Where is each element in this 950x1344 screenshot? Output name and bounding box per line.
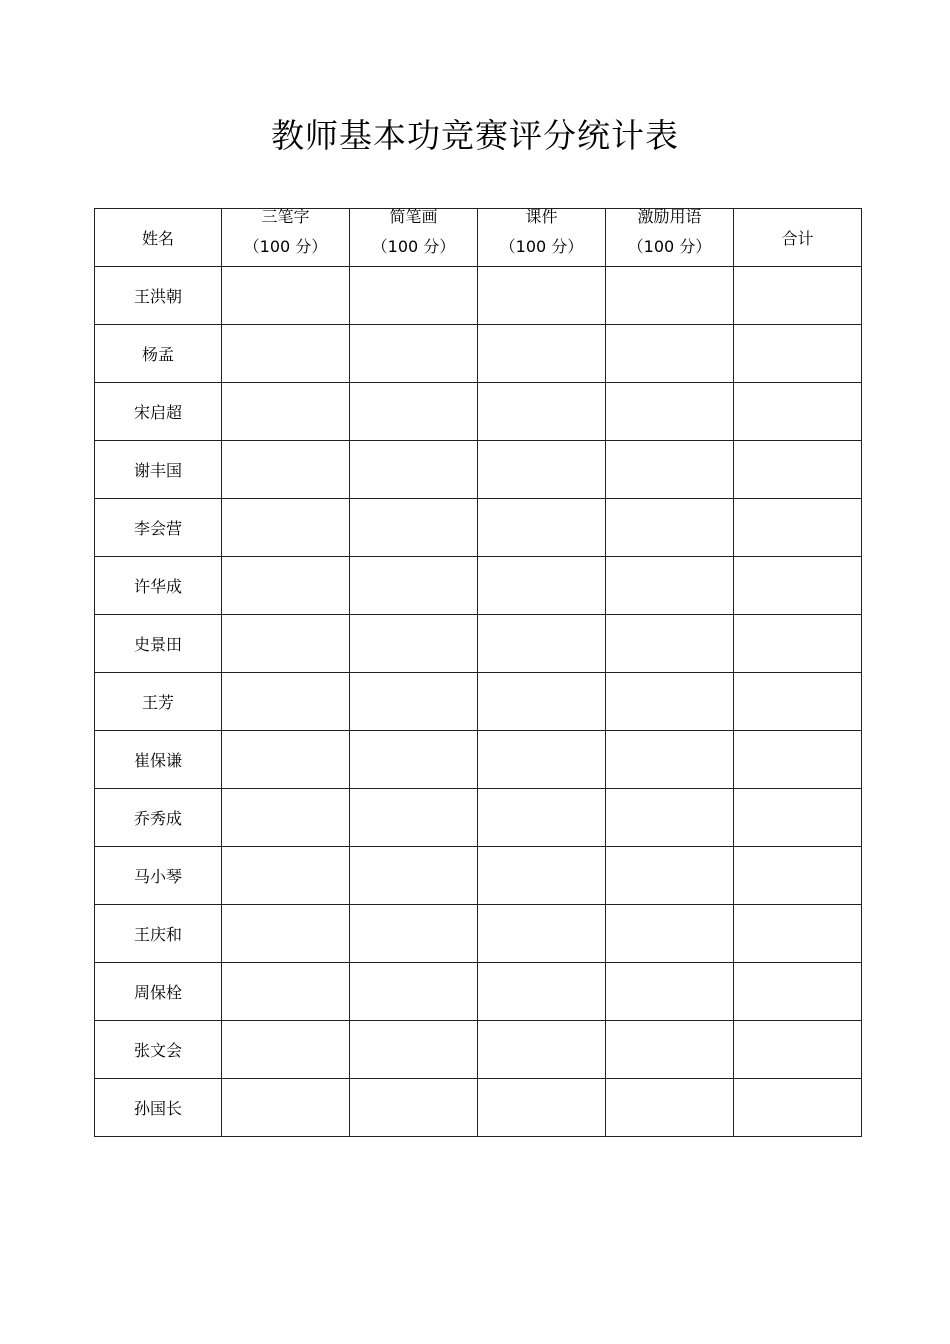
teacher-name-cell: 乔秀成 xyxy=(95,789,222,847)
sketch-score-cell[interactable] xyxy=(350,615,478,673)
table-row xyxy=(95,905,862,963)
courseware-score-cell[interactable] xyxy=(478,499,606,557)
sketch-score-cell[interactable] xyxy=(350,441,478,499)
score-table-body xyxy=(95,267,862,1137)
sketch-score-cell[interactable] xyxy=(350,383,478,441)
table-row xyxy=(95,789,862,847)
table-row xyxy=(95,557,862,615)
courseware-score-cell[interactable] xyxy=(478,1021,606,1079)
calligraphy-score-cell[interactable] xyxy=(222,789,350,847)
table-row xyxy=(95,499,862,557)
calligraphy-score-cell[interactable] xyxy=(222,1079,350,1137)
calligraphy-score-cell[interactable] xyxy=(222,673,350,731)
sketch-score-cell[interactable] xyxy=(350,789,478,847)
teacher-name-cell: 谢丰国 xyxy=(95,441,222,499)
encouragement-score-cell[interactable] xyxy=(606,325,734,383)
calligraphy-score-cell[interactable] xyxy=(222,557,350,615)
calligraphy-score-cell[interactable] xyxy=(222,383,350,441)
header-encouragement-label: 激励用语 xyxy=(637,206,702,226)
table-row xyxy=(95,1021,862,1079)
table-row xyxy=(95,383,862,441)
table-row xyxy=(95,325,862,383)
header-sketch-score: （100 分） xyxy=(371,236,456,256)
sketch-score-cell[interactable] xyxy=(350,731,478,789)
encouragement-score-cell[interactable] xyxy=(606,441,734,499)
encouragement-score-cell[interactable] xyxy=(606,731,734,789)
encouragement-score-cell[interactable] xyxy=(606,1079,734,1137)
total-score-cell[interactable] xyxy=(734,1079,862,1137)
header-calligraphy-score: （100 分） xyxy=(243,236,328,256)
table-row xyxy=(95,847,862,905)
total-score-cell[interactable] xyxy=(734,499,862,557)
teacher-name-cell: 崔保谦 xyxy=(95,731,222,789)
calligraphy-score-cell[interactable] xyxy=(222,499,350,557)
total-score-cell[interactable] xyxy=(734,557,862,615)
total-score-cell[interactable] xyxy=(734,267,862,325)
calligraphy-score-cell[interactable] xyxy=(222,1021,350,1079)
table-row xyxy=(95,673,862,731)
header-courseware-score: （100 分） xyxy=(499,236,584,256)
table-header-row xyxy=(95,209,862,267)
header-total: 合计 xyxy=(734,209,862,267)
teacher-name-cell: 孙国长 xyxy=(95,1079,222,1137)
header-courseware xyxy=(478,206,606,267)
courseware-score-cell[interactable] xyxy=(478,441,606,499)
sketch-score-cell[interactable] xyxy=(350,905,478,963)
total-score-cell[interactable] xyxy=(734,383,862,441)
page-title: 教师基本功竞赛评分统计表 xyxy=(271,116,679,155)
encouragement-score-cell[interactable] xyxy=(606,789,734,847)
table-row xyxy=(95,1079,862,1137)
encouragement-score-cell[interactable] xyxy=(606,1021,734,1079)
total-score-cell[interactable] xyxy=(734,789,862,847)
courseware-score-cell[interactable] xyxy=(478,673,606,731)
teacher-name-cell: 史景田 xyxy=(95,615,222,673)
courseware-score-cell[interactable] xyxy=(478,383,606,441)
sketch-score-cell[interactable] xyxy=(350,325,478,383)
teacher-name-cell: 王庆和 xyxy=(95,905,222,963)
encouragement-score-cell[interactable] xyxy=(606,557,734,615)
sketch-score-cell[interactable] xyxy=(350,673,478,731)
encouragement-score-cell[interactable] xyxy=(606,847,734,905)
teacher-name-cell: 杨孟 xyxy=(95,325,222,383)
header-encouragement xyxy=(606,206,734,267)
courseware-score-cell[interactable] xyxy=(478,789,606,847)
total-score-cell[interactable] xyxy=(734,673,862,731)
header-name: 姓名 xyxy=(95,209,222,267)
sketch-score-cell[interactable] xyxy=(350,963,478,1021)
calligraphy-score-cell[interactable] xyxy=(222,441,350,499)
total-score-cell[interactable] xyxy=(734,731,862,789)
total-score-cell[interactable] xyxy=(734,847,862,905)
header-calligraphy-label: 三笔字 xyxy=(261,206,310,226)
courseware-score-cell[interactable] xyxy=(478,963,606,1021)
courseware-score-cell[interactable] xyxy=(478,847,606,905)
encouragement-score-cell[interactable] xyxy=(606,905,734,963)
header-calligraphy xyxy=(222,206,350,267)
courseware-score-cell[interactable] xyxy=(478,325,606,383)
total-score-cell[interactable] xyxy=(734,905,862,963)
teacher-name-cell: 许华成 xyxy=(95,557,222,615)
calligraphy-score-cell[interactable] xyxy=(222,731,350,789)
calligraphy-score-cell[interactable] xyxy=(222,325,350,383)
total-score-cell[interactable] xyxy=(734,325,862,383)
sketch-score-cell[interactable] xyxy=(350,1021,478,1079)
header-encouragement-score: （100 分） xyxy=(627,236,712,256)
courseware-score-cell[interactable] xyxy=(478,1079,606,1137)
header-courseware-label: 课件 xyxy=(525,206,558,226)
courseware-score-cell[interactable] xyxy=(478,267,606,325)
teacher-name-cell: 宋启超 xyxy=(95,383,222,441)
sketch-score-cell[interactable] xyxy=(350,847,478,905)
encouragement-score-cell[interactable] xyxy=(606,267,734,325)
table-row xyxy=(95,963,862,1021)
score-table xyxy=(94,208,862,1137)
calligraphy-score-cell[interactable] xyxy=(222,847,350,905)
teacher-name-cell: 李会营 xyxy=(95,499,222,557)
teacher-name-cell: 王芳 xyxy=(95,673,222,731)
total-score-cell[interactable] xyxy=(734,615,862,673)
encouragement-score-cell[interactable] xyxy=(606,673,734,731)
table-row xyxy=(95,267,862,325)
sketch-score-cell[interactable] xyxy=(350,557,478,615)
sketch-score-cell[interactable] xyxy=(350,1079,478,1137)
teacher-name-cell: 张文会 xyxy=(95,1021,222,1079)
header-sketch-label: 简笔画 xyxy=(389,206,438,226)
teacher-name-cell: 马小琴 xyxy=(95,847,222,905)
encouragement-score-cell[interactable] xyxy=(606,383,734,441)
total-score-cell[interactable] xyxy=(734,1021,862,1079)
encouragement-score-cell[interactable] xyxy=(606,615,734,673)
courseware-score-cell[interactable] xyxy=(478,731,606,789)
calligraphy-score-cell[interactable] xyxy=(222,963,350,1021)
sketch-score-cell[interactable] xyxy=(350,499,478,557)
courseware-score-cell[interactable] xyxy=(478,905,606,963)
calligraphy-score-cell[interactable] xyxy=(222,615,350,673)
encouragement-score-cell[interactable] xyxy=(606,963,734,1021)
courseware-score-cell[interactable] xyxy=(478,615,606,673)
table-row xyxy=(95,615,862,673)
calligraphy-score-cell[interactable] xyxy=(222,905,350,963)
total-score-cell[interactable] xyxy=(734,441,862,499)
encouragement-score-cell[interactable] xyxy=(606,499,734,557)
teacher-name-cell: 周保栓 xyxy=(95,963,222,1021)
table-row xyxy=(95,731,862,789)
courseware-score-cell[interactable] xyxy=(478,557,606,615)
sketch-score-cell[interactable] xyxy=(350,267,478,325)
table-row xyxy=(95,441,862,499)
teacher-name-cell: 王洪朝 xyxy=(95,267,222,325)
total-score-cell[interactable] xyxy=(734,963,862,1021)
calligraphy-score-cell[interactable] xyxy=(222,267,350,325)
header-sketch xyxy=(350,206,478,267)
